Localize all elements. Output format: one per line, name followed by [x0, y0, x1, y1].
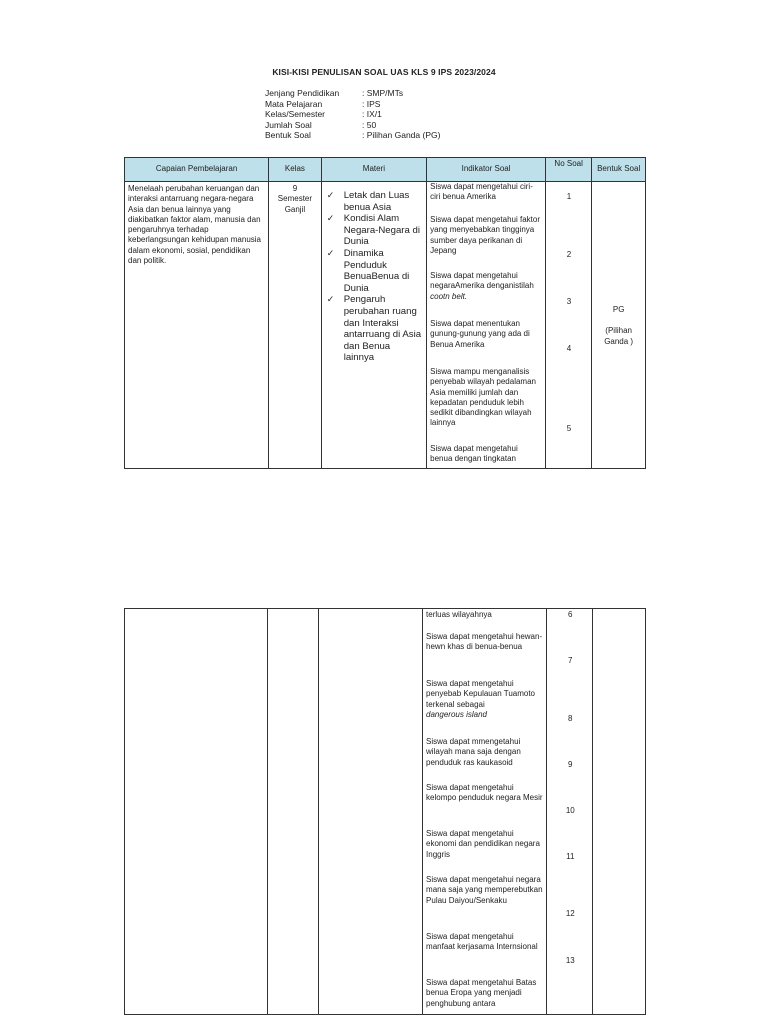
indikator-item: Siswa dapat mengetahui ekonomi dan pendidikan negara Inggris [426, 829, 540, 859]
meta-jenjang: Jenjang Pendidikan : SMP/MTs [265, 88, 404, 98]
no-soal: 2 [566, 250, 572, 259]
indikator-item: Siswa dapat mengetahui hewan-hewn khas di benua-benua [426, 632, 543, 652]
indikator-term: dangerous island [426, 709, 487, 719]
document-meta [265, 88, 440, 141]
indikator-cell [427, 182, 546, 469]
capaian-cell-continued [125, 609, 268, 1015]
header-indikator: Indikator Soal [427, 158, 546, 182]
indikator-item: terluas wilayahnya [426, 610, 492, 619]
meta-mapel: Mata Pelajaran : IPS [265, 98, 381, 109]
indikator-item: Siswa dapat mengetahui benua dengan tingkatan [430, 444, 518, 464]
kisi-kisi-table-page-2 [124, 608, 646, 1015]
header-bentuk-soal: Bentuk Soal [592, 158, 646, 182]
no-soal: 8 [568, 714, 573, 723]
no-soal-cell-continued [547, 609, 593, 1015]
no-soal: 9 [568, 760, 573, 769]
bentuk-soal-cell: PG (Pilihan Ganda ) [592, 182, 646, 469]
indikator-item: Siswa dapat menentukan gunung-gunung yang ada di Benua Amerika [430, 319, 530, 349]
no-soal-cell [546, 182, 592, 469]
header-capaian: Capaian Pembelajaran [125, 158, 269, 182]
no-soal: 7 [568, 656, 573, 665]
materi-cell [321, 182, 426, 469]
header-kelas: Kelas [269, 158, 322, 182]
indikator-item: Siswa dapat mengetahui ciri-ciri benua Amerika [430, 182, 533, 202]
indikator-item: Siswa dapat mengetahui negara mana saja yang memperebutkan Pulau Daiyou/Senkaku [426, 875, 543, 905]
indikator-item: Siswa dapat mengetahui faktor yang menyebabkan tingginya sumber daya perikanan di Jepang [430, 215, 540, 255]
indikator-item: Siswa dapat mengetahui Batas benua Eropa yang menjadi penghubung antara [426, 978, 537, 1008]
no-soal: 12 [565, 909, 575, 918]
header-materi: Materi [321, 158, 426, 182]
materi-item: ✓ Dinamika Penduduk BenuaBenua di Dunia [344, 248, 422, 294]
no-soal: 10 [565, 806, 575, 815]
materi-item: ✓ Kondisi Alam Negara-Negara di Dunia [344, 213, 422, 248]
indikator-item: Siswa dapat mengetahui penyebab Kepulauan Tuamoto terkenal sebagai [426, 679, 536, 709]
capaian-cell: Menelaah perubahan keruangan dan interaksi antarruang negara-negara Asia dan benua lainnya yang diakibatkan faktor alam, manusia dan pengaruhnya terhadap keberlangsungan kehidupan manusia dalam ekonomi, sosial, pendidikan dan politik. [125, 182, 269, 469]
kelas-cell-continued [267, 609, 319, 1015]
document-title: KISI-KISI PENULISAN SOAL UAS KLS 9 IPS 2023/2024 [272, 67, 496, 77]
meta-bentuk: Bentuk Soal : Pilihan Ganda (PG) [265, 130, 441, 140]
materi-item: ✓ Letak dan Luas benua Asia [344, 190, 422, 213]
no-soal: 1 [566, 192, 572, 201]
kisi-kisi-table-page-1 [124, 157, 646, 469]
materi-item: ✓ Pengaruh perubahan ruang dan Interaksi antarruang di Asia dan Benua lainnya [344, 294, 422, 364]
bentuk-soal-cell-continued [593, 609, 646, 1015]
indikator-item: Siswa dapat mmengetahui wilayah mana saja dengan penduduk ras kaukasoid [426, 737, 521, 767]
no-soal: 5 [566, 424, 572, 433]
meta-kelas: Kelas/Semester : IX/1 [265, 109, 382, 119]
no-soal: 4 [566, 344, 572, 353]
meta-jumlah: Jumlah Soal : 50 [265, 119, 377, 130]
no-soal: 13 [565, 956, 575, 965]
materi-cell-continued [319, 609, 423, 1015]
indikator-item: Siswa mampu menganalisis penyebab wilayah pedalaman Asia memiliki jumlah dan kepadatan penduduk lebih sedikit dibandingkan wilayah lainnya [430, 367, 536, 428]
header-no-soal: No Soal [546, 158, 592, 182]
indikator-cell-continued [423, 609, 547, 1015]
no-soal: 11 [566, 852, 575, 861]
indikator-term: cootn belt. [430, 291, 468, 301]
indikator-item: Siswa dapat mengetahui negaraAmerika denganistilah [430, 271, 534, 291]
indikator-item: Siswa dapat mengetahui manfaat kerjasama Internsional [426, 932, 538, 952]
indikator-item: Siswa dapat mengetahui kelompo penduduk negara Mesir [426, 783, 543, 803]
kelas-cell: 9 Semester Ganjil [269, 182, 322, 469]
no-soal: 6 [568, 610, 573, 619]
no-soal: 3 [566, 297, 572, 306]
